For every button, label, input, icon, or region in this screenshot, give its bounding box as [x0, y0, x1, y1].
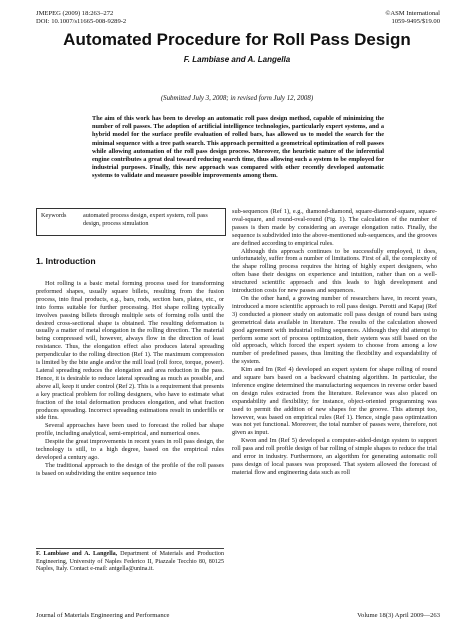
paragraph: On the other hand, a growing number of researchers have, in recent years, introduced a more scientific approach to roll pass design. Perotti and Kapaj (Ref 3) conducted a pioneer study on automatic roll pass design of round bars using geometrical data available in literature. The results of the calculation showed good agreement with industrial rolling sequences. Although they did attempt to perform some sort of process optimization, their system was still based on the old approach, which forced the expert system to choose from among a low number of predefined passes, thus limiting the flexibility and expandability of the system.	[232, 294, 437, 366]
paragraph: Several approaches have been used to forecast the rolled bar shape profile, including analytical, semi-empirical, and numerical ones.	[36, 422, 224, 438]
paragraph: Although this approach continues to be successfully employed, it does, unfortunately, suffer from a number of limitations. First of all, the complexity of the shape rolling process requires the hiring of highly expert designers, who often base their designs on experience and intuition, rather than on a well-structured scientific approach and this leads to high development and introduction costs for new passes and sequences.	[232, 247, 437, 295]
paper-authors: F. Lambiase and A. Langella	[183, 55, 291, 64]
keywords-text: automated process design, expert system, roll pass design, process simulation	[83, 212, 208, 227]
journal-citation: JMEPEG (2009) 18:263–272	[36, 10, 114, 17]
footer-journal: Journal of Materials Engineering and Performance	[36, 612, 170, 619]
paragraph: Kwon and Im (Ref 5) developed a computer-aided-design system to support roll pass and roll profile design of bar rolling of simple shapes to reduce the trial and error in industry. Furthermore, an algorithm for generating automatic roll pass design of local passes was proposed. That system allowed the forecast of material flow and engineering data such as roll	[232, 437, 437, 476]
keywords-box	[36, 208, 226, 236]
paragraph: Hot rolling is a basic metal forming process used for transforming preformed shapes, usually square billets, resulting from the fusion process, into final products, e.g., bars, rods, section bars, plates, etc., or into forms suitable for further processing. Hot shape rolling typically involves passing billets through multiple sets of forming rolls until the desired cross-sectional shape is obtained. The resulting deformation is usually a matter of metal elongation in the rolling direction. The material being compressed will, however, always flow in the direction of least resistance. Thus, the elongation effect also produces lateral spreading perpendicular to the rolling direction (Ref 1). The maximum compression is limited by the bite angle and/or the mill load (roll force, torque, power). Lateral spreading reduces the elongation and area reduction in the pass. Hence, it is desirable to reduce lateral spreading as much as possible, and above all, keep it under control (Ref 2). This is a requirement that presents a key practical problem for rolling designers, who have to estimate what fraction of the total deformation produces elongation, and what fraction produces spreading. Incorrect spreading estimations result in underfills or side fins.	[36, 280, 224, 422]
section-heading-introduction: 1. Introduction	[36, 256, 96, 266]
abstract: The aim of this work has been to develop an automatic roll pass design method, capable of minimizing the number of roll passes. The adoption of artificial intelligence technologies, particularly expert systems, and a hybrid model for the surface profile evaluation of rolled bars, has allowed us to model the search for the minimal sequence with a tree path search. This approach permitted a geometrical optimization of roll passes while allowing automation of the roll pass design process. Moreover, the heuristic nature of the inferential engine contributes a great deal toward reducing search time, thus allowing such a system to be employed for industrial purposes. Finally, this new approach was compared with other recently developed automatic systems to validate and measure possible improvements among them.	[92, 115, 384, 180]
affiliation-text: Department of Materials and Production Engineering, University of Naples Federico II, Piazzale Tecchio 80, 80125 Naples, Italy. Contact e-mail: antgella@unina.it.	[36, 551, 224, 573]
right-column	[232, 208, 437, 477]
footer-volume-page: Volume 18(3) April 2009—263	[357, 612, 440, 619]
keywords-label: Keywords	[41, 212, 67, 219]
doi: DOI: 10.1007/s11665-008-9289-2	[36, 18, 127, 26]
journal-header-right	[385, 10, 440, 26]
paragraph: sub-sequences (Ref 1), e.g., diamond-diamond, square-diamond-square, square-oval-square, and round-oval-round (Fig. 1). The calculation of the number of passes is then made by considering an average elongation ratio. Finally, the sequence is subdivided into the above-mentioned sub-sequences, and the grooves are defined according to empirical rules.	[232, 208, 437, 247]
footnote-rule	[36, 548, 224, 549]
affiliation-names: F. Lambiase and A. Langella,	[36, 551, 118, 557]
left-column	[36, 280, 224, 478]
paragraph: The traditional approach to the design of the profile of the roll passes is based on subdividing the entire sequence into	[36, 461, 224, 477]
author-affiliation	[36, 551, 224, 574]
journal-header-left	[36, 10, 126, 26]
submission-dates: (Submitted July 3, 2008; in revised form July 12, 2008)	[160, 95, 314, 102]
paper-title: Automated Procedure for Roll Pass Design	[63, 30, 411, 49]
issn-price: 1059-9495/$19.00	[391, 18, 440, 26]
publisher-copyright: ©ASM International	[385, 10, 440, 17]
paragraph: Despite the great improvements in recent years in roll pass design, the technology is still, to a high degree, based on the empirical rules developed a century ago.	[36, 438, 224, 461]
paragraph: Kim and Im (Ref 4) developed an expert system for shape rolling of round and square bars based on a backward chaining algorithm. In particular, the inference engine determined the manufacturing sequences in reverse order based on design rules extracted from the literature. Relevance was also placed on expandability and flexibility; for instance, object-oriented programming was used to permit the addition of new shapes for the groove. This attempt too, however, was based on empirical rules (Ref 1). Hence, single pass optimization was not yet functional. Moreover, the total number of passes were, therefore, not given as input.	[232, 366, 437, 437]
